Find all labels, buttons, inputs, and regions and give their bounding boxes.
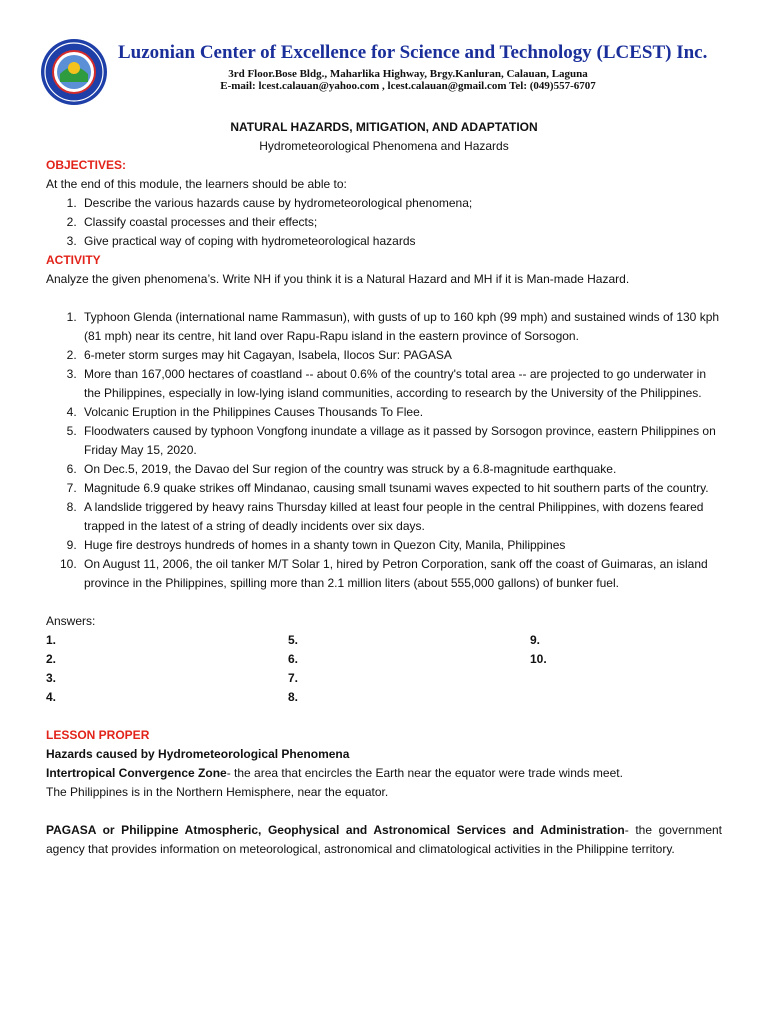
answer-slot: 5. xyxy=(288,633,299,647)
objective-item: 1. Describe the various hazards cause by hydrometeorological phenomena; xyxy=(80,194,722,213)
school-seal-icon xyxy=(40,38,108,106)
phenomenon-item: 1. Typhoon Glenda (international name Rammasun), with gusts of up to 160 kph (99 mph) and sustained winds of 130 kph (81 mph) near its centre, hit land over Rapu-Rapu island in the eastern province of Sorsogon. xyxy=(80,308,722,346)
document-header xyxy=(0,0,768,100)
lesson-heading: LESSON PROPER xyxy=(46,728,150,742)
organization-name: Luzonian Center of Excellence for Science and Technology (LCEST) Inc. xyxy=(118,42,708,63)
objectives-list xyxy=(46,194,722,251)
phenomenon-item: 10. On August 11, 2006, the oil tanker M/T Solar 1, hired by Petron Corporation, sank off the coast of Guimaras, an island province in the Philippines, spilling more than 2.1 million liters (about 555,000 gallons) of bunker fuel. xyxy=(80,555,722,593)
phenomenon-item: 2. 6-meter storm surges may hit Cagayan, Isabela, Ilocos Sur: PAGASA xyxy=(80,346,722,365)
module-content xyxy=(46,118,722,859)
objective-item: 3. Give practical way of coping with hydrometeorological hazards xyxy=(80,232,722,251)
answer-slot: 7. xyxy=(288,671,299,685)
answer-slot: 6. xyxy=(288,652,299,666)
objectives-intro: At the end of this module, the learners should be able to: xyxy=(46,177,347,191)
pagasa-term: PAGASA or Philippine Atmospheric, Geophysical and Astronomical Services and Administration xyxy=(46,823,625,837)
organization-address: 3rd Floor.Bose Bldg., Maharlika Highway, Brgy.Kanluran, Calauan, Laguna xyxy=(228,68,588,80)
objective-item: 2. Classify coastal processes and their effects; xyxy=(80,213,722,232)
phenomenon-item: 9. Huge fire destroys hundreds of homes in a shanty town in Quezon City, Manila, Philippines xyxy=(80,536,722,555)
objectives-heading: OBJECTIVES: xyxy=(46,158,127,172)
phenomena-list xyxy=(46,308,722,593)
phenomenon-item: 3. More than 167,000 hectares of coastland -- about 0.6% of the country's total area -- are projected to go underwater in the Philippines, especially in low-lying island communities, according to research by the University of the Philippines. xyxy=(80,365,722,403)
answers-heading: Answers: xyxy=(46,614,96,628)
phenomenon-item: 8. A landslide triggered by heavy rains Thursday killed at least four people in the central Philippines, with dozens feared trapped in the latest of a string of deadly incidents over six days. xyxy=(80,498,722,536)
answer-slot: 10. xyxy=(530,652,547,666)
module-title: NATURAL HAZARDS, MITIGATION, AND ADAPTATION xyxy=(230,120,538,134)
itcz-definition xyxy=(46,764,722,783)
phenomenon-item: 6. On Dec.5, 2019, the Davao del Sur region of the country was struck by a 6.8-magnitude earthquake. xyxy=(80,460,722,479)
phenomenon-item: 4. Volcanic Eruption in the Philippines Causes Thousands To Flee. xyxy=(80,403,722,422)
answer-slot xyxy=(530,669,722,688)
answer-slot: 9. xyxy=(530,633,541,647)
itcz-term: Intertropical Convergence Zone xyxy=(46,766,227,780)
phenomenon-item: 5. Floodwaters caused by typhoon Vongfong inundate a village as it passed by Sorsogon province, eastern Philippines on Friday May 15, 2020. xyxy=(80,422,722,460)
activity-instruction: Analyze the given phenomena’s. Write NH if you think it is a Natural Hazard and MH if it is Man-made Hazard. xyxy=(46,272,630,286)
itcz-description: - the area that encircles the Earth near the equator were trade winds meet. xyxy=(226,766,623,780)
hemisphere-line: The Philippines is in the Northern Hemisphere, near the equator. xyxy=(46,785,389,799)
answer-slot: 4. xyxy=(46,690,57,704)
activity-heading: ACTIVITY xyxy=(46,253,101,267)
answer-slot: 8. xyxy=(288,690,299,704)
pagasa-description: - the government agency that provides information on meteorological, astronomical and climatological activities in the Philippine territory. xyxy=(46,823,722,856)
answers-grid xyxy=(46,631,722,707)
answer-slot: 3. xyxy=(46,671,57,685)
phenomenon-item: 7. Magnitude 6.9 quake strikes off Mindanao, causing small tsunami waves expected to hit southern parts of the country. xyxy=(80,479,722,498)
module-subtitle: Hydrometeorological Phenomena and Hazards xyxy=(259,139,509,153)
answer-slot: 2. xyxy=(46,652,57,666)
lesson-subheading: Hazards caused by Hydrometeorological Phenomena xyxy=(46,747,350,761)
answer-slot: 1. xyxy=(46,633,57,647)
pagasa-definition xyxy=(46,821,722,859)
organization-contact: E-mail: lcest.calauan@yahoo.com , lcest.calauan@gmail.com Tel: (049)557-6707 xyxy=(220,80,596,92)
answer-slot xyxy=(530,688,722,707)
